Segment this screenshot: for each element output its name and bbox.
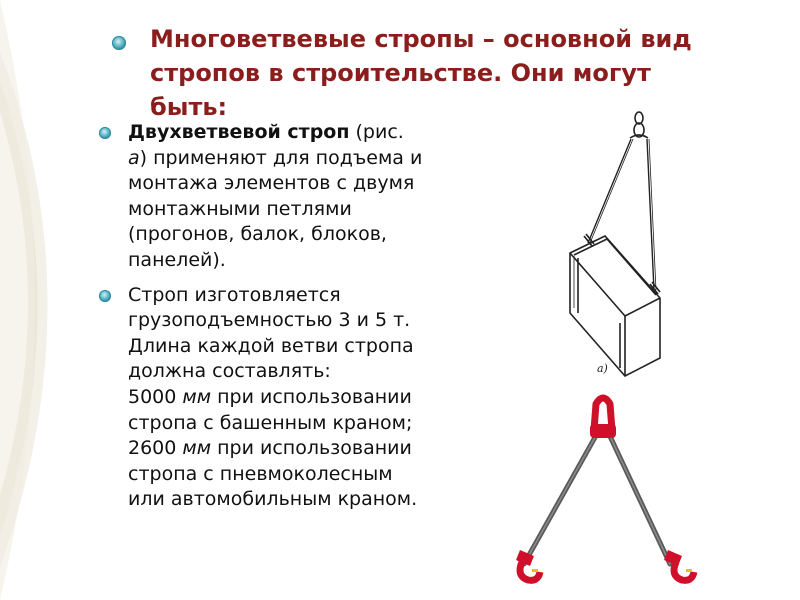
text-line: монтажа элементов с двумя (128, 172, 415, 195)
body-bullet-list (128, 120, 483, 513)
bullet-icon (99, 290, 111, 302)
text-line (128, 436, 483, 462)
text-line: или автомобильным краном. (128, 488, 418, 511)
bullet-icon (99, 127, 111, 139)
figure-ref: а (128, 146, 140, 169)
bullet-item-sling-capacity (128, 283, 483, 513)
text-fragment: ) применяют для подъема и (139, 146, 423, 169)
text-line (128, 120, 483, 146)
title-line: стропов в строительстве. Они могут (150, 59, 651, 87)
two-branch-sling-drawing (560, 108, 700, 378)
bullet-item-two-branch-sling (128, 120, 483, 274)
decorative-arcs (0, 0, 110, 600)
title-line: быть: (150, 93, 228, 121)
text-line: Строп изготовляется (128, 283, 341, 306)
term-two-branch-sling: Двухветвевой строп (128, 121, 350, 143)
text-line: Длина каждой ветви стропа (128, 334, 414, 357)
text-line: стропа с башенным краном; (128, 411, 413, 434)
text-fragment: при использовании (211, 437, 412, 460)
text-line: должна составлять: (128, 360, 331, 383)
text-fragment: при использовании (211, 385, 412, 408)
text-line: панелей). (128, 248, 226, 271)
text-line (128, 385, 483, 411)
figure-a-caption: а) (597, 362, 608, 375)
text-line: стропа с пневмоколесным (128, 462, 393, 485)
unit-mm: мм (182, 385, 212, 408)
title-line: Многоветвевые стропы – основной вид (150, 25, 692, 53)
text-line: монтажными петлями (128, 197, 352, 220)
text-line (128, 146, 483, 172)
title-bullet-icon (112, 36, 126, 50)
text-fragment: (рис. (349, 121, 404, 143)
red-two-leg-sling-photo (510, 392, 700, 588)
text-line: грузоподъемностью 3 и 5 т. (128, 309, 411, 332)
length-value: 5000 (128, 385, 183, 408)
text-line: (прогонов, балок, блоков, (128, 223, 387, 246)
length-value: 2600 (128, 437, 183, 460)
unit-mm: мм (182, 437, 212, 460)
